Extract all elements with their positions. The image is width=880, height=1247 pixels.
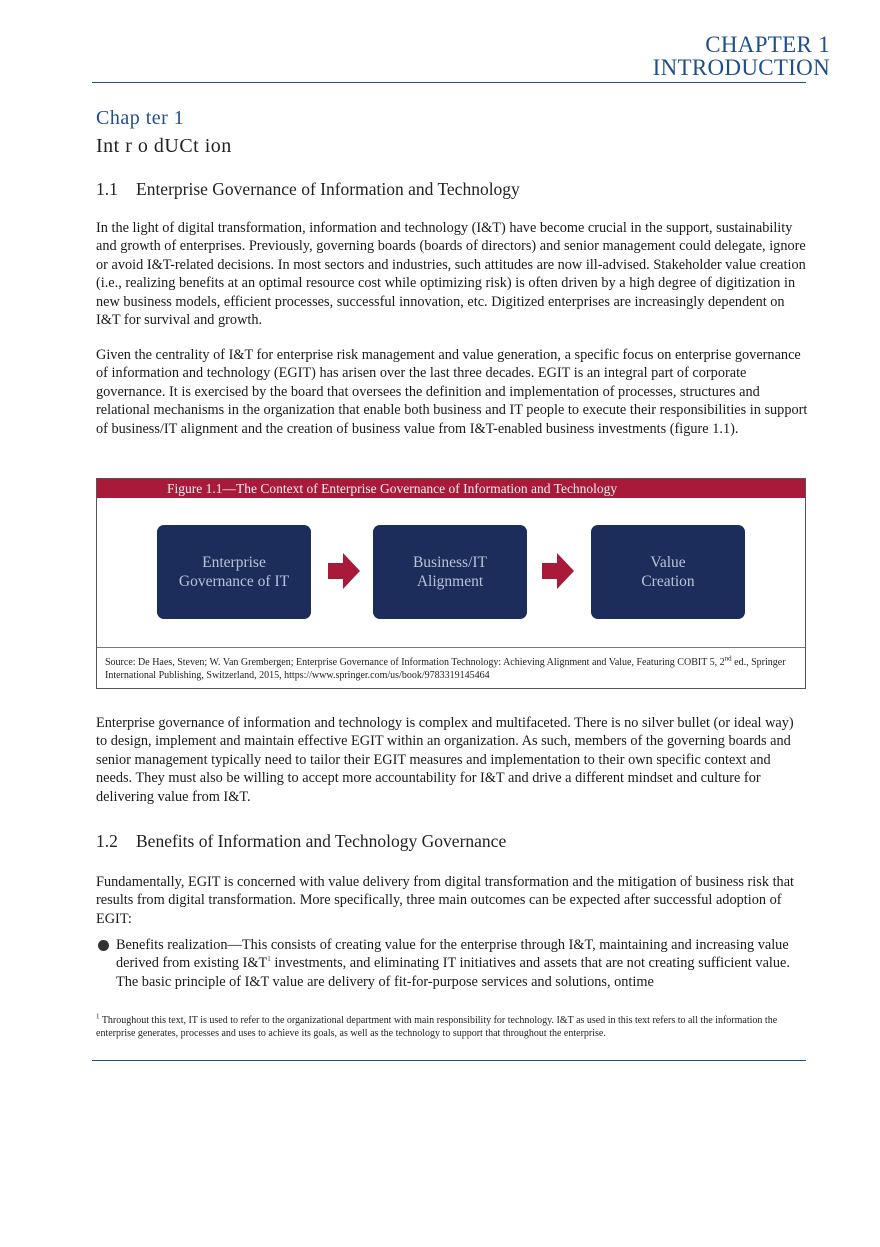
figure-1-1	[96, 478, 806, 689]
running-header	[653, 33, 830, 79]
box-label: Value	[650, 554, 686, 571]
right-arrow-icon	[328, 553, 360, 589]
diagram-box-value-creation	[591, 525, 745, 619]
bullet-text	[116, 936, 810, 991]
header-rule	[92, 82, 806, 83]
footnote-ref: 1	[267, 955, 271, 964]
box-label: Alignment	[416, 573, 484, 590]
paragraph: Given the centrality of I&T for enterprise risk management and value generation, a specific focus on enterprise governance of information and technology (EGIT) has arisen over the last three decades. EGIT is an integral part of corporate governance. It is exercised by the board that oversees the definition and implementation of processes, structures and relational mechanisms in the organization that enable both business and IT people to execute their responsibilities in support of business/IT alignment and the creation of business value from I&T-enabled business investments (figure 1.1).	[96, 347, 808, 437]
diagram-box-business-it-alignment	[373, 525, 527, 619]
box-label: Enterprise	[202, 554, 266, 571]
footnote	[96, 1014, 808, 1040]
footnote-text: Throughout this text, IT is used to refer to the organizational department with main responsibility for technology. I&T as used in this text refers to all the information the enterprise generates, processes and uses to achieve its goals, as well as the technology to support that throughout the enterprise.	[96, 1015, 778, 1039]
section-title: Enterprise Governance of Information and Technology	[136, 179, 520, 199]
source-text: ed., Springer International Publishing, Switzerland, 2015, https://www.springer.com/us/book/9783319145464	[105, 657, 786, 681]
chapter-label: Chap ter 1	[96, 107, 185, 129]
source-superscript: nd	[724, 654, 732, 663]
paragraph: In the light of digital transformation, information and technology (I&T) have become crucial in the support, sustainability and growth of enterprises. Previously, governing boards (boards of directors) and senior management could delegate, ignore or avoid I&T-related decisions. In most sectors and industries, such attitudes are now ill-advised. Stakeholder value creation (i.e., realizing benefits at an optimal resource cost while optimizing risk) is often driven by a high degree of digitization in new business models, efficient processes, successful innovation, etc. Digitized enterprises are increasingly dependent on I&T for survival and growth.	[96, 220, 806, 329]
chapter-title: Int r o dUCt ion	[96, 135, 232, 157]
paragraph: Enterprise governance of information and technology is complex and multifaceted. There is no silver bullet (or ideal way) to design, implement and maintain effective EGIT within an organization. As such, members of the governing boards and senior management typically need to tailor their EGIT measures and implementation to their own specific context and needs. They must also be willing to accept more accountability for I&T and drive a different mindset and culture for delivering value from I&T.	[96, 715, 794, 805]
paragraph: Fundamentally, EGIT is concerned with value delivery from digital transformation and the mitigation of business risk that results from digital transformation. More specifically, three main outcomes can be expected after successful adoption of EGIT:	[96, 874, 795, 927]
section-title: Benefits of Information and Technology Governance	[136, 831, 507, 851]
box-label: Business/IT	[412, 554, 488, 571]
figure-title: Figure 1.1—The Context of Enterprise Governance of Information and Technology	[97, 479, 805, 498]
box-label: Governance of IT	[178, 573, 290, 590]
figure-source	[97, 647, 805, 682]
header-chapter: CHAPTER 1	[705, 32, 830, 57]
header-title: INTRODUCTION	[652, 55, 830, 80]
section-heading-1-2	[96, 831, 506, 852]
footer-rule	[92, 1060, 806, 1061]
section-heading-1-1	[96, 179, 520, 200]
bullet-item	[98, 936, 810, 991]
section-number: 1.2	[96, 831, 118, 851]
section-number: 1.1	[96, 179, 118, 199]
box-label: Creation	[641, 573, 695, 590]
right-arrow-icon	[542, 553, 574, 589]
bullet-icon	[98, 940, 109, 951]
source-text: Source: De Haes, Steven; W. Van Grembergen; Enterprise Governance of Information Technology: Achieving Alignment and Value, Featuring COBIT 5, 2	[105, 657, 725, 668]
diagram-box-enterprise-governance	[157, 525, 311, 619]
bullet-text-part: investments, and eliminating IT initiatives and assets that are not creating sufficient value. The basic principle of I&T value are delivery of fit-for-purpose services and solutions, ontime	[116, 955, 790, 990]
footnote-marker: 1	[96, 1012, 100, 1021]
bullet-text-part: Benefits realization—This consists of creating value for the enterprise through I&T, maintaining and increasing value derived from existing I&T	[116, 937, 789, 972]
